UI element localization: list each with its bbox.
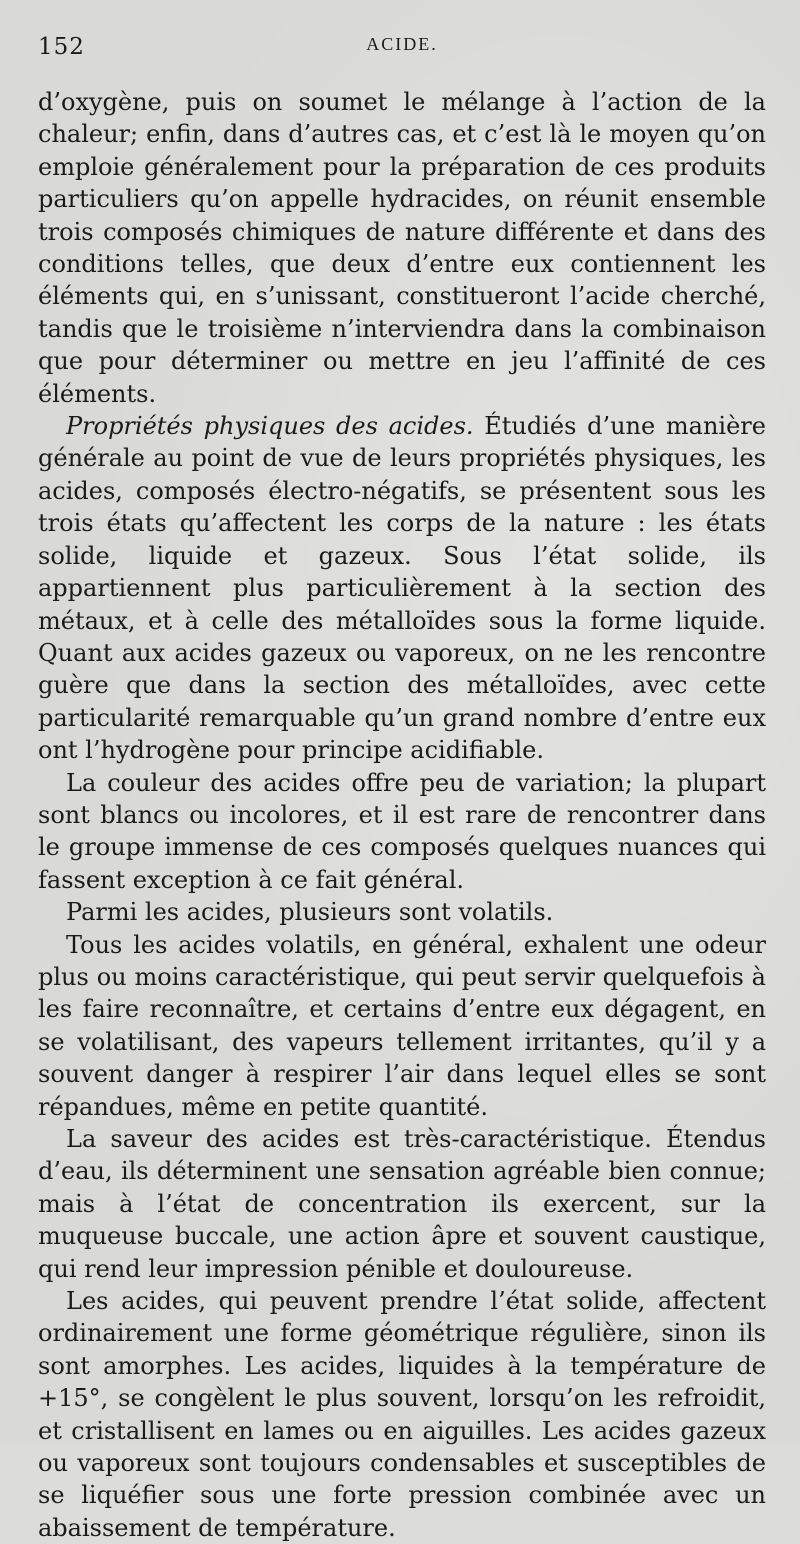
page-number: 152: [38, 34, 85, 60]
paragraph-text: Étudiés d’une manière générale au point de vue de leurs propriétés physiques, les acides, composés électro-négatifs, se présentent sous les trois états qu’affectent les corps de la nature : les états solide, liquide et gazeux. Sous l’état solide, ils appartiennent plus particulièrement à la section des métaux, et à celle des métalloïdes sous la forme liquide. Quant aux acides gazeux ou vaporeux, on ne les rencontre guère que dans la section des métalloïdes, avec cette particularité remarquable qu’un grand nombre d’entre eux ont l’hydrogène pour principe acidifiable.: [38, 412, 766, 765]
paragraph: [38, 767, 766, 897]
paragraph-text: d’oxygène, puis on soumet le mélange à l’action de la chaleur; enfin, dans d’autres cas, et c’est là le moyen qu’on emploie généralement pour la préparation de ces produits particuliers qu’on appelle hydracides, on réunit ensemble trois composés chimiques de nature différente et dans des conditions telles, que deux d’entre eux contiennent les éléments qui, en s’unissant, constitueront l’acide cherché, tandis que le troisième n’interviendra dans la combinaison que pour déterminer ou mettre en jeu l’affinité de ces éléments.: [38, 88, 766, 408]
paragraph-text: Les acides, qui peuvent prendre l’état solide, affectent ordinairement une forme géométrique régulière, sinon ils sont amorphes. Les acides, liquides à la température de +15°, se congèlent le plus souvent, lorsqu’on les refroidit, et cristallisent en lames ou en aiguilles. Les acides gazeux ou vaporeux sont toujours condensables et susceptibles de se liquéfier sous une forte pression combinée avec un abaissement de température.: [38, 1287, 766, 1542]
paragraph-text: Tous les acides volatils, en général, exhalent une odeur plus ou moins caractéristique, qui peut servir quelquefois à les faire reconnaître, et certains d’entre eux dégagent, en se volatilisant, des vapeurs tellement irritantes, qu’il y a souvent danger à respirer l’air dans lequel elles se sont répandues, même en petite quantité.: [38, 930, 766, 1121]
paragraph: [38, 86, 766, 410]
running-title: ACIDE.: [366, 34, 438, 54]
paragraph-text: La couleur des acides offre peu de variation; la plupart sont blancs ou incolores, et il est rare de rencontrer dans le groupe immense de ces composés quelques nuances qui fassent exception à ce fait général.: [38, 768, 766, 894]
paragraph: [38, 410, 766, 766]
paragraph: [38, 896, 766, 928]
paragraph: [38, 1123, 766, 1285]
page-header: [38, 28, 766, 68]
paragraph: [38, 929, 766, 1123]
body-text: [38, 86, 766, 1544]
paragraph: [38, 1285, 766, 1544]
section-title: Propriétés physiques des acides.: [66, 412, 474, 441]
paragraph-text: La saveur des acides est très-caractéristique. Étendus d’eau, ils déterminent une sensation agréable bien connue; mais à l’état de concentration ils exercent, sur la muqueuse buccale, une action âpre et souvent caustique, qui rend leur impression pénible et douloureuse.: [38, 1125, 766, 1283]
paragraph-text: Parmi les acides, plusieurs sont volatils.: [66, 898, 554, 927]
